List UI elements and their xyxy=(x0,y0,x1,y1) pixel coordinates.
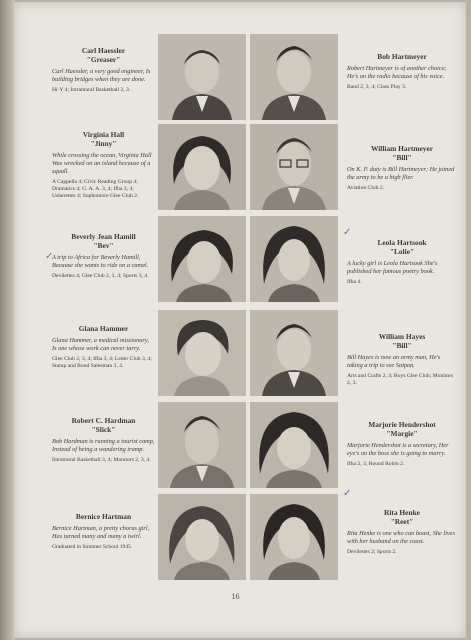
book-binding xyxy=(0,0,14,640)
student-name: William Hartmeyer xyxy=(370,144,434,153)
portrait-photo xyxy=(158,310,246,396)
portrait-photo xyxy=(250,124,338,210)
page-number: 16 xyxy=(231,592,240,601)
check-mark-icon: ✓ xyxy=(343,488,352,499)
student-caption: Bill Hayes is now an army man, He's taking a trip to see Saipan. xyxy=(347,354,441,369)
student-caption: A lucky girl is Leola Hartsook She's published her famous poetry book. xyxy=(347,260,438,275)
student-caption: Bob Hardman is running a tourist camp, Instead of being a wandering tramp. xyxy=(52,438,155,453)
left-entry-2 xyxy=(52,130,155,200)
portrait-photo xyxy=(250,310,338,396)
right-entry-1 xyxy=(347,52,457,91)
student-nickname: "Bev" xyxy=(93,241,114,250)
student-caption: Bernice Hartman, a pretty chorus girl, Has turned many and many a twirl. xyxy=(52,525,150,540)
student-caption: On K. P. duty is Bill Hartmeyer; He joined the army to be a high flier. xyxy=(347,166,455,181)
student-activities: Devilettes 4; Glee Club 2, 3, 4; Sports 3, 4. xyxy=(52,273,149,279)
student-nickname: "Jinny" xyxy=(90,139,117,148)
student-nickname: "Reet" xyxy=(390,517,414,526)
student-activities: Ifha 4. xyxy=(347,279,362,285)
student-activities: Hi-Y 4; Intramural Basketball 2, 3. xyxy=(52,87,131,93)
left-entry-3 xyxy=(52,232,155,280)
student-activities: Devilettes 2; Sports 2. xyxy=(347,549,397,555)
student-activities: Arts and Crafts 2, 3; Boys Glee Club; Monitors 2, 3. xyxy=(347,373,454,386)
student-activities: Graduated in Summer School 1945. xyxy=(52,544,133,550)
student-caption: Carl Haessler, a very good engineer, Is building bridges when they are done. xyxy=(52,68,151,83)
check-mark-icon: ✓ xyxy=(343,227,352,238)
portrait-photo xyxy=(250,34,338,120)
student-name: Bob Hartmeyer xyxy=(377,52,427,61)
portrait-photo xyxy=(250,494,338,580)
check-mark-icon: ✓ xyxy=(45,251,54,262)
student-caption: Marjorie Hendershot is a secretary, Her eye's on the boss she is going to marry. xyxy=(347,442,449,457)
student-name: Robert C. Hardman xyxy=(71,416,136,425)
student-caption: Glana Hammer, a medical missionary, Is one whose work can never tarry. xyxy=(52,337,149,352)
portrait-photo xyxy=(158,402,246,488)
student-name: Virginia Hall xyxy=(82,130,125,139)
student-activities: Intramural Basketball 3, 4; Monitors 2, 3, 4. xyxy=(52,457,151,463)
student-activities: Glee Club 2, 3, 4; Ifha 3, 4; Letter Club 3, 4; Stamp and Bond Salesman 3, 4. xyxy=(52,356,152,369)
student-name: Bernice Hartman xyxy=(75,512,132,521)
right-entry-4 xyxy=(347,332,457,387)
left-entry-5 xyxy=(52,416,155,464)
student-caption: Rita Henke is one who can boast, She lives with her husband on the coast. xyxy=(347,530,455,545)
right-entry-3 xyxy=(347,238,457,286)
student-name: Glana Hammer xyxy=(78,324,129,333)
left-entry-4 xyxy=(52,324,155,370)
portrait-photo xyxy=(158,34,246,120)
portrait-photo xyxy=(250,216,338,302)
student-name: Carl Haessler xyxy=(81,46,126,55)
student-nickname: "Margie" xyxy=(386,429,418,438)
left-entry-6 xyxy=(52,512,155,551)
student-activities: A Cappella 4; Civic Reading Group 4; Dramatics 4; G. A. A. 3, 4; Ifha 3, 4; Usherettes 4; Sophomore Glee Club 2. xyxy=(52,179,139,199)
student-nickname: "Greaser" xyxy=(86,55,121,64)
student-nickname: "Bill" xyxy=(392,341,412,350)
portrait-photo xyxy=(158,216,246,302)
student-caption: A trip to Africa for Beverly Hamill, Because she wants to ride on a camel. xyxy=(52,254,149,269)
portrait-photo xyxy=(158,494,246,580)
student-name: Leola Hartsook xyxy=(377,238,427,247)
student-activities: Aviation Club 2. xyxy=(347,185,385,191)
student-name: William Hayes xyxy=(378,332,426,341)
student-nickname: "Slick" xyxy=(91,425,116,434)
student-caption: While crossing the ocean, Virginia Hall Was wrecked on an island because of a squall. xyxy=(52,152,152,175)
student-name: Marjorie Hendershot xyxy=(368,420,436,429)
portrait-photo xyxy=(250,402,338,488)
student-nickname: "Lolie" xyxy=(389,247,415,256)
left-entry-1 xyxy=(52,46,155,94)
student-activities: Band 2, 3, 4; Class Play 3. xyxy=(347,84,407,90)
student-caption: Robert Hartmeyer is of another choice; He's on the radio because of his voice. xyxy=(347,65,447,80)
student-activities: Ifha 2, 3; Round Robin 2. xyxy=(347,461,405,467)
right-entry-2 xyxy=(347,144,457,192)
student-name: Rita Henke xyxy=(384,508,420,517)
student-name: Beverly Jean Hamill xyxy=(71,232,136,241)
portrait-photo xyxy=(158,124,246,210)
right-entry-5 xyxy=(347,420,457,468)
right-entry-6 xyxy=(347,508,457,556)
student-nickname: "Bill" xyxy=(392,153,412,162)
